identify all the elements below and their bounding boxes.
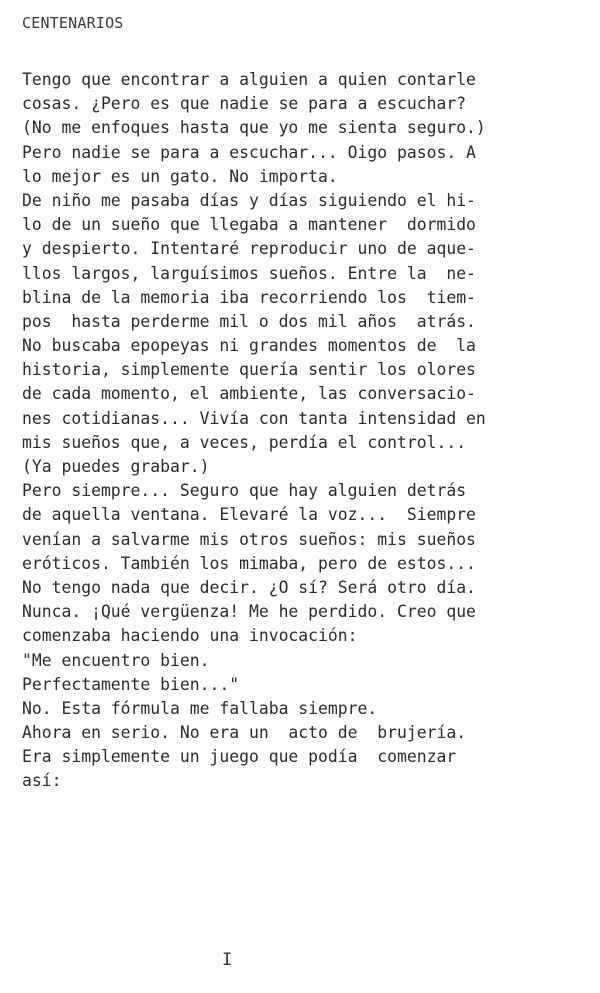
text-line: No buscaba epopeyas ni grandes momentos de la (22, 336, 476, 356)
text-line: Tengo que encontrar a alguien a quien contarle (22, 70, 476, 89)
text-line: lo mejor es un gato. No importa. (22, 166, 338, 186)
body-text (22, 68, 587, 794)
text-line: Perfectamente bien..." (22, 674, 240, 694)
text-line: De niño me pasaba días y días siguiendo el hi- (22, 190, 476, 210)
text-line: llos largos, larguísimos sueños. Entre la ne- (22, 263, 476, 283)
text-line: "Me encuentro bien. (22, 650, 210, 670)
text-line: y despierto. Intentaré reproducir uno de aque- (22, 239, 476, 259)
text-line: eróticos. También los mimaba, pero de estos... (22, 553, 476, 573)
text-line: venían a salvarme mis otros sueños: mis sueños (22, 529, 476, 549)
text-line: Era simplemente un juego que podía comenzar (22, 747, 457, 767)
text-line: así: (22, 771, 62, 791)
text-line: Ahora en serio. No era un acto de brujería. (22, 723, 467, 743)
text-line: No tengo nada que decir. ¿O sí? Será otro día. (22, 577, 476, 597)
text-line: Nunca. ¡Qué vergüenza! Me he perdido. Creo que (22, 602, 476, 622)
text-line: historia, simplemente quería sentir los olores (22, 360, 476, 380)
text-line: pos hasta perderme mil o dos mil años atrás. (22, 311, 476, 331)
text-line: de cada momento, el ambiente, las conversacio- (22, 384, 476, 404)
text-line: (No me enfoques hasta que yo me sienta seguro.) (22, 118, 486, 138)
page-header: CENTENARIOS (22, 14, 124, 32)
text-line: (Ya puedes grabar.) (22, 457, 210, 476)
text-line: No. Esta fórmula me fallaba siempre. (22, 698, 378, 718)
text-line: blina de la memoria iba recorriendo los tiem- (22, 287, 476, 307)
text-line: mis sueños que, a veces, perdía el control... (22, 432, 467, 452)
text-line: nes cotidianas... Vivía con tanta intensidad en (22, 408, 486, 428)
text-line: Pero nadie se para a escuchar... Oigo pasos. A (22, 142, 476, 162)
section-number: I (222, 950, 233, 970)
text-line: lo de un sueño que llegaba a mantener dormido (22, 215, 476, 235)
text-line: de aquella ventana. Elevaré la voz... Siempre (22, 505, 476, 525)
text-line: Pero siempre... Seguro que hay alguien detrás (22, 481, 467, 501)
text-line: comenzaba haciendo una invocación: (22, 626, 358, 646)
text-line: cosas. ¿Pero es que nadie se para a escuchar? (22, 94, 467, 114)
